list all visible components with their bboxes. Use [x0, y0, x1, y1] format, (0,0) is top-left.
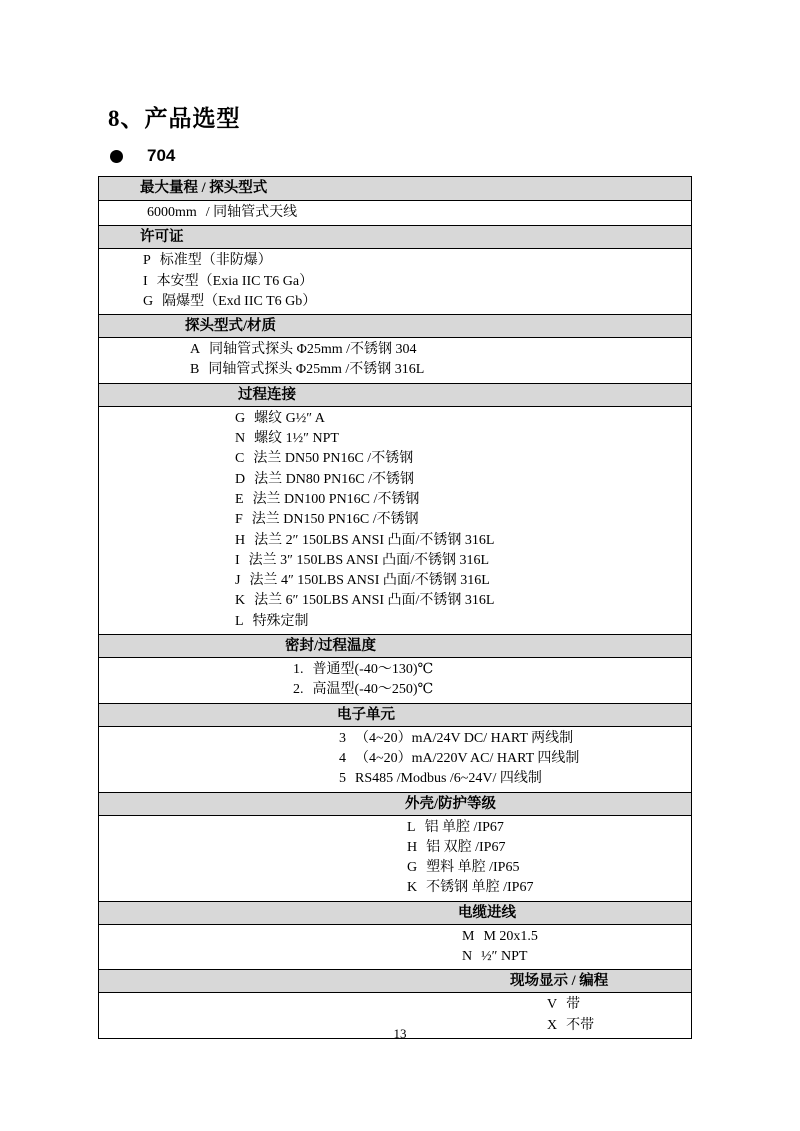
section-header: 最大量程 / 探头型式	[99, 177, 691, 201]
option-code: L	[407, 819, 416, 835]
option-code: J	[235, 573, 241, 589]
model-line	[110, 146, 175, 166]
option-text: 螺纹 G½″ A	[254, 410, 325, 426]
section-header: 密封/过程温度	[99, 634, 691, 658]
section-housing-protection	[99, 792, 691, 901]
section-header: 探头型式/材质	[99, 314, 691, 338]
option-text: 法兰 DN50 PN16C /不锈钢	[253, 451, 414, 467]
table-row	[99, 251, 691, 271]
table-row	[99, 470, 691, 490]
option-code: D	[235, 471, 246, 487]
table-row	[99, 680, 691, 700]
bullet-icon	[110, 150, 123, 163]
table-row	[99, 591, 691, 611]
option-code: H	[407, 839, 418, 855]
option-text: 特殊定制	[252, 613, 309, 629]
option-code: F	[235, 512, 243, 528]
table-row	[99, 749, 691, 769]
section-seal-temperature	[99, 634, 691, 703]
option-text: 法兰 DN80 PN16C /不锈钢	[254, 471, 414, 487]
section-electronics-unit	[99, 703, 691, 792]
table-row	[99, 292, 691, 312]
table-row	[99, 769, 691, 789]
table-row	[99, 340, 691, 360]
option-code: H	[235, 532, 246, 548]
option-code: P	[143, 253, 151, 269]
option-text: （4~20）mA/220V AC/ HART 四线制	[355, 750, 580, 766]
table-row	[99, 531, 691, 551]
table-row	[99, 429, 691, 449]
table-row	[99, 449, 691, 469]
section-header: 电子单元	[99, 703, 691, 727]
section-cable-entry	[99, 901, 691, 970]
option-code: G	[143, 293, 154, 309]
section-header: 外壳/防护等级	[99, 792, 691, 816]
option-text: 法兰 6″ 150LBS ANSI 凸面/不锈钢 316L	[254, 593, 495, 609]
option-code: V	[547, 997, 558, 1013]
option-code: L	[235, 613, 244, 629]
option-code: X	[547, 1017, 558, 1033]
option-text: 标准型（非防爆）	[159, 253, 272, 269]
option-text: 同轴管式探头 Φ25mm /不锈钢 304	[209, 342, 417, 358]
option-text: 法兰 2″ 150LBS ANSI 凸面/不锈钢 316L	[254, 532, 495, 548]
section-probe-type	[99, 314, 691, 383]
option-text: 塑料 单腔 /IP65	[426, 860, 520, 876]
option-text: 法兰 3″ 150LBS ANSI 凸面/不锈钢 316L	[248, 552, 490, 568]
option-text: 高温型(-40～250)℃	[312, 682, 434, 698]
option-text: 本安型（Exia IIC T6 Ga）	[156, 273, 314, 289]
table-row	[99, 947, 691, 967]
option-code: E	[235, 491, 244, 507]
option-code: 3	[339, 730, 346, 746]
option-text: 螺纹 1½″ NPT	[254, 431, 339, 447]
option-code: 2.	[293, 682, 304, 698]
option-text: 隔爆型（Exd IIC T6 Gb）	[162, 293, 317, 309]
option-code: 1.	[293, 662, 304, 678]
page-number: 13	[393, 1026, 407, 1041]
option-code: A	[190, 342, 201, 358]
option-text: 铝 单腔 /IP67	[424, 819, 504, 835]
table-row	[99, 660, 691, 680]
section-header: 过程连接	[99, 383, 691, 407]
option-text: 法兰 4″ 150LBS ANSI 凸面/不锈钢 316L	[249, 573, 490, 589]
option-text: 不带	[566, 1017, 595, 1033]
option-code: M	[462, 928, 475, 944]
table-row	[99, 838, 691, 858]
option-text: 法兰 DN150 PN16C /不锈钢	[251, 512, 419, 528]
table-row	[99, 612, 691, 632]
table-row	[99, 729, 691, 749]
table-row	[99, 203, 691, 223]
model-number: 704	[147, 146, 176, 165]
option-code: I	[143, 273, 148, 289]
table-row	[99, 571, 691, 591]
table-row	[99, 490, 691, 510]
section-max-range	[99, 177, 691, 225]
table-row	[99, 818, 691, 838]
option-code: C	[235, 451, 245, 467]
option-text: 同轴管式探头 Φ25mm /不锈钢 316L	[208, 362, 425, 378]
section-approval	[99, 225, 691, 314]
option-code: G	[407, 860, 418, 876]
section-header: 许可证	[99, 225, 691, 249]
option-code: 5	[339, 771, 346, 787]
option-text: 法兰 DN100 PN16C /不锈钢	[252, 491, 420, 507]
option-text: / 同轴管式天线	[205, 205, 298, 220]
table-row	[99, 360, 691, 380]
table-row	[99, 551, 691, 571]
option-text: 不锈钢 单腔 /IP67	[426, 880, 534, 896]
section-process-connection	[99, 383, 691, 634]
option-code: G	[235, 410, 246, 426]
table-row	[99, 995, 691, 1015]
option-text: M 20x1.5	[483, 928, 538, 944]
option-text: （4~20）mA/24V DC/ HART 两线制	[355, 730, 574, 746]
table-row	[99, 409, 691, 429]
option-text: 普通型(-40～130)℃	[312, 662, 434, 678]
option-text: RS485 /Modbus /6~24V/ 四线制	[355, 771, 542, 787]
option-code: B	[190, 362, 200, 378]
option-code: K	[407, 880, 418, 896]
table-row	[99, 878, 691, 898]
option-code: N	[235, 431, 246, 447]
table-row	[99, 510, 691, 530]
section-header: 电缆进线	[99, 901, 691, 925]
option-code: 6000mm	[147, 205, 197, 220]
option-text: ½″ NPT	[481, 949, 528, 965]
option-text: 带	[566, 997, 581, 1013]
page-title: 8、产品选型	[108, 106, 241, 131]
option-text: 铝 双腔 /IP67	[426, 839, 506, 855]
option-code: I	[235, 552, 240, 568]
section-header: 现场显示 / 编程	[99, 969, 691, 993]
table-row	[99, 927, 691, 947]
product-selection-table	[98, 176, 692, 1039]
option-code: N	[462, 949, 473, 965]
option-code: K	[235, 593, 246, 609]
option-code: 4	[339, 750, 346, 766]
table-row	[99, 272, 691, 292]
table-row	[99, 858, 691, 878]
